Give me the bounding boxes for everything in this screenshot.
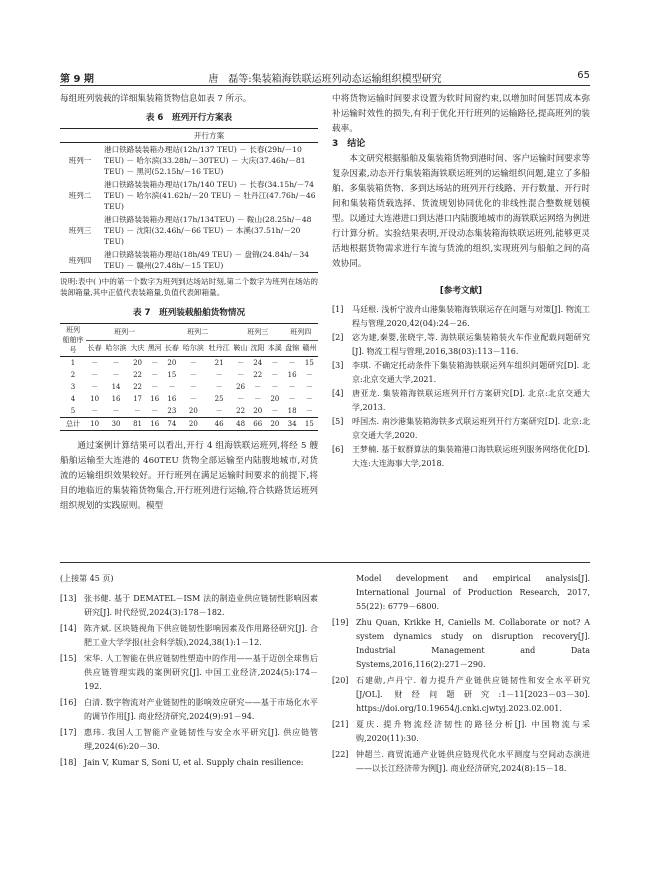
table7-caption: 表 7 班列装载船舶货物情况 [132, 308, 246, 318]
table7-group: 班列三 [232, 324, 284, 341]
table7-col-header: 赣州 [301, 340, 318, 357]
reference-index: [22] [332, 750, 349, 759]
table7-col-header: 长春 [163, 340, 180, 357]
reference-index: [4] [332, 389, 344, 398]
running-header [60, 70, 590, 84]
reference-text: 钟超兰. 商贸流通产业链供应链现代化水平测度与空间动态演进——以长江经济带为例[J]. 商业经济研究,2024(8):15－18. [356, 750, 590, 773]
reference-index: [18] [60, 758, 77, 767]
table7-row [60, 381, 318, 393]
table7-cell: － [215, 407, 223, 415]
table7-group: 班列一 [86, 324, 163, 341]
reference-text: Jain V, Kumar S, Soni U, et al. Supply chain resilience: [84, 758, 304, 767]
table7-cell: － [168, 383, 176, 391]
table7-cell: 16 [150, 395, 160, 403]
table7-cell: 16 [146, 418, 163, 431]
table7-cell: 66 [249, 418, 266, 431]
table7-cell: － [91, 383, 99, 391]
table7-row [60, 393, 318, 405]
table7-cell: － [151, 407, 159, 415]
table7-cell: 34 [284, 418, 301, 431]
train-plan: 港口铁路装装箱办理站(18h/49 TEU) － 盘锦(24.84h/－34 TEU) － 赣州(27.48h/－15 TEU) [104, 250, 310, 270]
reference-item [332, 303, 590, 331]
table7-row [60, 369, 318, 381]
table7-cell: 22 [253, 371, 263, 379]
table7-cell: 14 [111, 383, 121, 391]
table7-cell: － [189, 371, 197, 379]
table6-caption: 表 6 班列开行方案表 [145, 113, 233, 123]
table7-row [60, 357, 318, 370]
reference-item [60, 726, 318, 754]
table7-cell: 15 [304, 359, 314, 367]
train-name: 班列四 [68, 255, 92, 265]
reference-text: Zhu Quan, Krikke H, Caniells M. Collaborate or not? A system dynamics study on disruption recovery[J]. Industrial Management and Data Systems,2016,116(2):271－290. [356, 618, 590, 669]
reference-index: [21] [332, 720, 349, 729]
reference-item [332, 616, 590, 672]
table7-cell: 20 [253, 407, 263, 415]
right-column [332, 92, 590, 471]
table7-cell: 20 [180, 418, 206, 431]
reference-item [60, 696, 318, 724]
table7-cell: － [305, 407, 313, 415]
table7-cell: － [288, 383, 296, 391]
reference-index: [5] [332, 417, 344, 426]
reference-text: 陈齐斌. 区块链视角下供应链韧性影响因素及作用路径研究[J]. 合肥工业大学学报(社会科学版),2024,38(1):1－12. [84, 624, 318, 647]
table6-row [60, 178, 318, 213]
table7-cell: － [305, 371, 313, 379]
train-plan: 港口铁路装装箱办理站(17h/134TEU) － 鞍山(28.25h/－48 TEU) － 沈阳(32.46h/－66 TEU) － 本溪(37.51h/－20 TEU) [104, 215, 312, 246]
table6-note: 说明:表中( )中的第一个数字为班列到达场站时刻,第二个数字为班列在场站的装卸箱量,其中正值代表装箱量,负值代表卸箱量。 [60, 277, 318, 297]
reference-index: [13] [60, 594, 77, 603]
table6-row [60, 213, 318, 248]
references-title: [参考文献] [439, 286, 483, 296]
reference-text: 张书健. 基于 DEMATEL－ISM 法的制造业供应链韧性影响因素研究[J]. 时代经贸,2024(3):178－182. [84, 594, 318, 617]
table7-cell: 16 [111, 395, 121, 403]
reference-item [60, 652, 318, 694]
reference-text: 宋华. 人工智能在供应链韧性塑造中的作用——基于迈创全球售后供应链管理实践的案例研究[J]. 中国工业经济,2024(5):174－192. [84, 654, 318, 691]
table7-cell: － [305, 383, 313, 391]
table7-cell: 4 [70, 395, 76, 403]
bottom-right-refs [332, 572, 590, 778]
reference-text: 李琪. 不确定托动条件下集装箱海铁联运列车组织问题研究[D]. 北京:北京交通大学,2021. [352, 361, 590, 384]
table7-col-header: 哈尔滨 [180, 340, 206, 357]
table6-col-header: 开行方案 [100, 129, 318, 143]
table7-cell: － [237, 359, 245, 367]
bottom-left-refs [60, 572, 318, 772]
table7-cell: － [271, 359, 279, 367]
table7-row [60, 418, 318, 431]
table7-col-header: 盘锦 [284, 340, 301, 357]
corner-bottom: 船舶序号 [62, 336, 84, 354]
table7-cell: － [271, 383, 279, 391]
reference-index: [19] [332, 618, 349, 627]
table7-col-header: 长春 [86, 340, 103, 357]
table6-row [60, 143, 318, 179]
table7-cell: － [305, 395, 313, 403]
reference-item [332, 443, 590, 471]
table7-cell: 15 [301, 418, 318, 431]
corner-top: 班列 [66, 326, 80, 334]
table7-cell: － [189, 395, 197, 403]
table7-cell: 10 [90, 395, 100, 403]
table7-cell: 10 [86, 418, 103, 431]
table7-cell: 1 [70, 359, 76, 367]
reference-item [332, 387, 590, 415]
table7-cell: － [288, 395, 296, 403]
issue-number: 第 9 期 [60, 74, 94, 85]
train-plan: 港口铁路装装箱办理站(17h/140 TEU) － 长春(34.15h/－74 TEU) － 哈尔滨(41.62h/－20 TEU) － 牡丹江(47.76h/－46 TEU) [104, 180, 316, 211]
reference-item [60, 622, 318, 650]
reference-text: 马廷根. 浅析宁波舟山港集装箱海铁联运存在问题与对策[J]. 物流工程与管理,2020,42(04):24－26. [352, 305, 590, 328]
table7-cell: 15 [167, 371, 177, 379]
table7-cell: － [151, 359, 159, 367]
table7-corner [60, 324, 86, 357]
conclusion-paragraph: 本文研究根据船舶及集装箱货物到港时间、客户运输时间要求等复杂因素,动态开行集装箱海铁联运班列的运输组织问题,建立了多船舶、多集装箱货物、多到达场站的班列开行线路、开行数量、开行时间和集装箱货载选择、货流规划协同优化的非线性混合整数规划模型。以通过大连港进口到达港口内陆腹地城市的海铁联运网络为例进行计算分析。实验结果表明,开设动态集装箱海铁联运班列,能够更灵活地根据货物需求进行车流与货流的组织,实现班列与船舶之间的高效协同。 [332, 154, 590, 269]
table7-cell: － [215, 371, 223, 379]
table7-cell: 20 [266, 418, 283, 431]
reference-index: [16] [60, 698, 77, 707]
table7-cell: － [151, 371, 159, 379]
table7-cell: 22 [133, 371, 142, 379]
header-rule [60, 85, 590, 86]
table7-cell: 18 [287, 407, 297, 415]
ref-continuation: Model development and empirical analysis[J]. International Journal of Production Research, 2017, 55(22): 6779－6800. [356, 574, 590, 611]
continued-paragraph: 中将货物运输时间要求设置为软时间窗约束,以增加时间惩罚成本弥补运输时效性的损失,有利于优化开行班列的运输路径,提高班列的装载率。 [332, 94, 590, 134]
reference-text: 唐亚龙. 集装箱海铁联运班列开行方案研究[D]. 北京:北京交通大学,2013. [352, 389, 590, 412]
reference-index: [1] [332, 305, 344, 314]
references-list [332, 303, 590, 471]
table7-cell: － [237, 395, 245, 403]
table7-col-header: 黑河 [146, 340, 163, 357]
table7-cell: － [254, 395, 262, 403]
table7-col-header: 大庆 [129, 340, 146, 357]
table7-col-header: 鞍山 [232, 340, 249, 357]
table7-cell: 20 [270, 395, 280, 403]
section-heading: 3 结论 [332, 139, 366, 149]
reference-item [332, 331, 590, 359]
reference-index: [20] [332, 676, 349, 685]
table7-cell: － [91, 359, 99, 367]
table7-cell: － [288, 359, 296, 367]
table7-cell: 74 [163, 418, 180, 431]
table7-cell: 26 [236, 383, 246, 391]
reference-item [332, 674, 590, 716]
table7-cell: － [215, 383, 223, 391]
table7-cell: 25 [214, 395, 224, 403]
table7-cell: － [91, 371, 99, 379]
table7-cell: 16 [287, 371, 297, 379]
table7-cell: － [237, 371, 245, 379]
table7-cell: － [134, 407, 142, 415]
table7-col-header: 牡丹江 [206, 340, 232, 357]
table7-cell: － [189, 383, 197, 391]
continued-note: (上接第 45 页) [60, 574, 114, 583]
reference-text: 王梦楠. 基于蚁群算法的集装箱港口海铁联运班列服务网络优化[D]. 大连:大连海事大学,2018. [352, 445, 590, 468]
table7-cell: 5 [70, 407, 76, 415]
reference-item [332, 359, 590, 387]
table7-cell: － [254, 383, 262, 391]
section-separator [60, 562, 590, 563]
table7-col-header: 哈尔滨 [103, 340, 129, 357]
reference-text: 惠玮. 我国人工智能产业链韧性与安全水平研究[J]. 供应链管理,2024(6):20－30. [84, 728, 318, 751]
table7-cell: － [112, 359, 120, 367]
table7-cell: 22 [236, 407, 246, 415]
table7-cell: － [112, 407, 120, 415]
table7-cell: 24 [253, 359, 263, 367]
table7-cell: － [112, 371, 120, 379]
reference-index: [15] [60, 654, 77, 663]
table7-col-header: 沈阳 [249, 340, 266, 357]
table7-col-header: 本溪 [266, 340, 283, 357]
table7-cell: 23 [167, 407, 177, 415]
table7-cell: － [151, 383, 159, 391]
table7-cell: 21 [214, 359, 224, 367]
table7-row [60, 405, 318, 418]
table7-cell: 20 [133, 359, 142, 367]
train-name: 班列三 [68, 226, 92, 235]
table7 [60, 323, 318, 431]
table6 [60, 128, 318, 273]
table7-group: 班列二 [163, 324, 232, 341]
reference-item [60, 592, 318, 620]
reference-index: [2] [332, 333, 344, 342]
reference-index: [17] [60, 728, 77, 737]
reference-text: 白清. 数字物流对产业链韧性的影响效应研究——基于市场化水平的调节作用[J]. 商业经济研究,2024(9):91－94. [84, 698, 318, 721]
table7-cell: 48 [232, 418, 249, 431]
reference-item [60, 756, 318, 770]
left-column [60, 92, 318, 514]
table7-cell: 17 [133, 395, 142, 403]
intro-text: 每组班列装载的详细集装箱货物信息如表 7 所示。 [60, 94, 252, 104]
reference-item [332, 748, 590, 776]
train-name: 班列一 [68, 156, 92, 165]
running-title: 唐 磊等:集装箱海铁联运班列动态运输组织模型研究 [208, 74, 442, 85]
table7-cell: 81 [129, 418, 146, 431]
table7-cell: 16 [167, 395, 177, 403]
reference-text: 呼国杰. 南沙港集装箱海铁多式联运班列开行方案研究[D]. 北京:北京交通大学,2020. [352, 417, 590, 440]
reference-text: 宓为建,秦婴,张晓宇,等. 海铁联运集装箱装火车作业配载问题研究[J]. 物流工程与管理,2016,38(03):113－116. [352, 333, 590, 356]
reference-index: [3] [332, 361, 344, 370]
page-number: 65 [577, 70, 590, 81]
reference-text: 石建勋,卢丹宁. 着力提升产业链供应链韧性和安全水平研究[J/OL]. 财经问题研究:1－11[2023－03－30]. https://doi.org/10.19654/j.cnki.cjwtyj.2023.02.001. [356, 676, 590, 713]
table7-cell: － [271, 407, 279, 415]
reference-index: [14] [60, 624, 77, 633]
table6-row [60, 248, 318, 273]
table7-cell: － [189, 359, 197, 367]
train-plan: 港口铁路装装箱办理站(12h/137 TEU) － 长春(29h/－10 TEU) － 哈尔滨(33.28h/－30TEU) － 大庆(37.46h/－81 TEU) － 黑河(52.15h/－16 TEU) [104, 145, 306, 176]
table7-cell: 20 [188, 407, 198, 415]
table7-cell: － [271, 371, 279, 379]
table7-cell: 20 [167, 359, 177, 367]
table7-cell: 2 [70, 371, 76, 379]
train-name: 班列二 [68, 191, 92, 200]
reference-text: 夏庆. 提升物流经济韧性的路径分析[J]. 中国物流与采购,2020(11):30. [356, 720, 590, 743]
table7-group: 班列四 [284, 324, 319, 341]
table7-cell: 3 [70, 383, 76, 391]
table7-cell: 30 [103, 418, 129, 431]
reference-item [332, 718, 590, 746]
table7-cell: 总计 [60, 418, 86, 431]
table7-cell: 22 [133, 383, 142, 391]
table7-cell: － [91, 407, 99, 415]
table7-cell: 46 [206, 418, 232, 431]
analysis-paragraph: 通过案例计算结果可以看出,开行 4 组海铁联运班列,将经 5 艘船舶运输至大连港的 460TEU 货物全部运输至内陆腹地城市,对货流的运输组织效果较好。开行班列在满足运输时间要求的前提下,将目的地临近的集装箱货物集合,开行班列进行运输,符合铁路货运班列组织规划的实践原则。模型 [60, 441, 318, 511]
reference-item [332, 415, 590, 443]
reference-index: [6] [332, 445, 344, 454]
